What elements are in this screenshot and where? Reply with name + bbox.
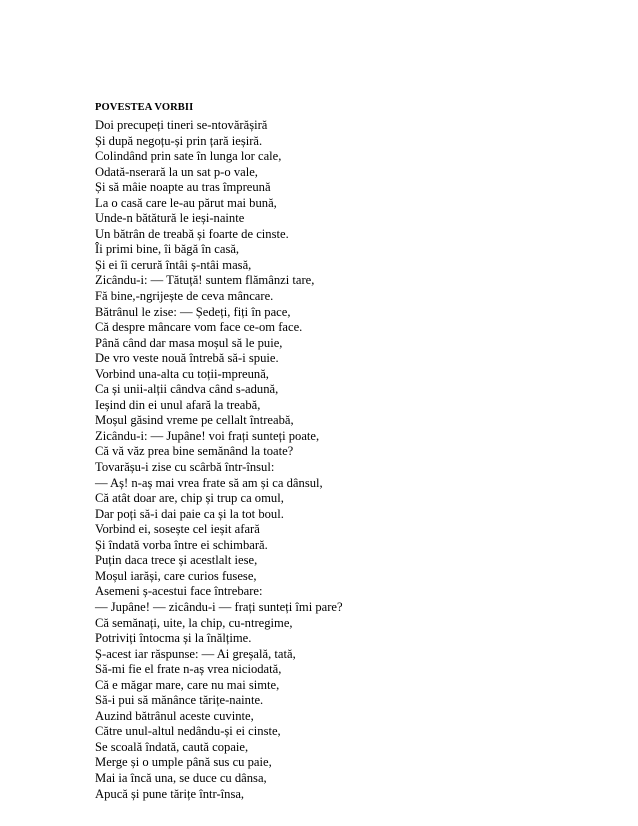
poem-line: Până când dar masa moșul să le puie, xyxy=(95,335,283,350)
poem-line: Zicându-i: — Tătuță! suntem flămânzi tare, xyxy=(95,273,315,288)
poem-content xyxy=(95,101,595,802)
poem-line: Și îndată vorba între ei schimbară. xyxy=(95,537,268,552)
poem-line: Puțin daca trece și acestlalt iese, xyxy=(95,553,258,568)
poem-line: Asemeni ș-acestui face întrebare: xyxy=(95,584,263,599)
poem-line: Că e măgar mare, care nu mai simte, xyxy=(95,677,280,692)
poem-line: Dar poți să-i dai paie ca și la tot boul. xyxy=(95,506,284,521)
poem-line: Moșul găsind vreme pe cellalt întreabă, xyxy=(95,413,294,428)
poem-line: Îi primi bine, îi băgă în casă, xyxy=(95,242,240,257)
poem-line: Merge și o umple până sus cu paie, xyxy=(95,755,272,770)
poem-line: Să-mi fie el frate n-aș vrea niciodată, xyxy=(95,662,282,677)
poem-line: Că despre mâncare vom face ce-om face. xyxy=(95,320,303,335)
poem-line: Un bătrân de treabă și foarte de cinste. xyxy=(95,226,289,241)
poem-line: Doi precupeți tineri se-ntovărășiră xyxy=(95,118,268,132)
poem-line: Ieșind din ei unul afară la treabă, xyxy=(95,397,261,412)
poem-line: Vorbind ei, sosește cel ieșit afară xyxy=(95,522,260,537)
poem-title: POVESTEA VORBII xyxy=(95,102,194,113)
poem-line: Către unul-altul nedându-și ei cinste, xyxy=(95,724,281,739)
poem-line: Că atât doar are, chip și trup ca omul, xyxy=(95,491,284,506)
poem-line: Mai ia încă una, se duce cu dânsa, xyxy=(95,770,267,785)
poem-line: — Jupâne! — zicându-i — frați sunteți îmi pare? xyxy=(95,599,343,614)
poem-line: Și ei îi cerură întâi ș-ntâi masă, xyxy=(95,257,252,272)
poem-line: Auzind bătrânul aceste cuvinte, xyxy=(95,708,254,723)
poem-line: Că semănați, uite, la chip, cu-ntregime, xyxy=(95,615,293,630)
poem-line: La o casă care le-au părut mai bună, xyxy=(95,195,277,210)
poem-line: Colindând prin sate în lunga lor cale, xyxy=(95,149,282,164)
poem-line: Ca și unii-alții cândva când s-adună, xyxy=(95,382,279,397)
poem-line: Să-i pui să mănânce tărițe-nainte. xyxy=(95,693,264,708)
poem-line: Și după negoțu-și prin țară ieșiră. xyxy=(95,133,263,148)
poem-line: Odată-nserară la un sat p-o vale, xyxy=(95,164,258,179)
poem-line: Unde-n bătătură le ieși-nainte xyxy=(95,211,245,226)
poem-line: Apucă și pune tărițe într-însa, xyxy=(95,786,245,801)
poem-body xyxy=(95,118,595,802)
poem-line: Zicându-i: — Jupâne! voi frați sunteți poate, xyxy=(95,428,320,443)
poem-line: Vorbind una-alta cu toții-mpreună, xyxy=(95,366,269,381)
poem-line: Fă bine,-ngrijește de ceva mâncare. xyxy=(95,289,274,304)
poem-line: Și să mâie noapte au tras împreună xyxy=(95,180,271,195)
poem-line: Se scoală îndată, caută copaie, xyxy=(95,739,249,754)
poem-line: Tovarășu-i zise cu scârbă într-însul: xyxy=(95,460,275,475)
poem-line: Bătrânul le zise: — Ședeți, fiți în pace, xyxy=(95,304,291,319)
poem-line: Ș-acest iar răspunse: — Ai greșală, tată, xyxy=(95,646,296,661)
poem-line: Potriviți întocma și la înălțime. xyxy=(95,631,252,646)
poem-line: Că vă văz prea bine semănând la toate? xyxy=(95,444,294,459)
poem-line: Moșul iarăși, care curios fusese, xyxy=(95,568,257,583)
poem-line: — Aș! n-aș mai vrea frate să am și ca dânsul, xyxy=(95,475,323,490)
poem-line: De vro veste nouă întrebă să-i spuie. xyxy=(95,351,279,366)
